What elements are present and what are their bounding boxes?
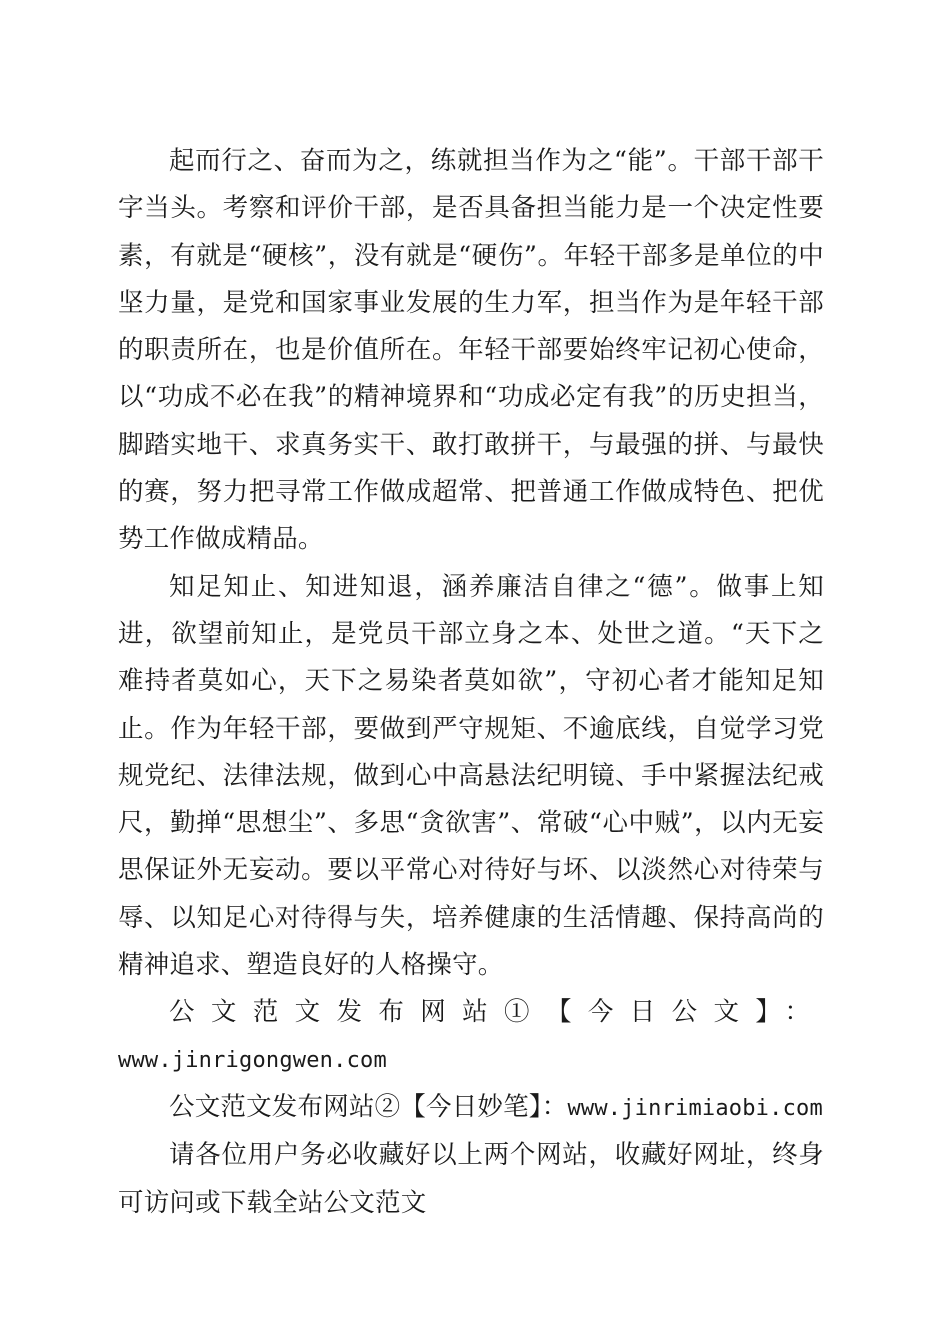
site2-url: www.jinrimiaobi.com	[567, 1095, 823, 1121]
site1-label: 公文范文发布网站①【今日公文】：	[169, 997, 824, 1028]
paragraph-2: 知足知止、知进知退，涵养廉洁自律之“德”。做事上知进，欲望前知止，是党员干部立身之本、处世之道。“天下之难持者莫如心，天下之易染者莫如欲”，守初心者才能知足知止。作为年轻干部，要做到严守规矩、不逾底线，自觉学习党规党纪、法律法规，做到心中高悬法纪明镜、手中紧握法纪戒尺，勤掸“思想尘”、多思“贪欲害”、常破“心中贼”，以内无妄思保证外无妄动。要以平常心对待好与坏、以淡然心对待荣与辱、以知足心对待得与失，培养健康的生活情趣、保持高尚的精神追求、塑造良好的人格操守。	[118, 571, 824, 981]
notice-paragraph: 请各位用户务必收藏好以上两个网站，收藏好网址，终身可访问或下载全站公文范文	[118, 1140, 824, 1218]
paragraph-1: 起而行之、奋而为之，练就担当作为之“能”。干部干部干字当头。考察和评价干部，是否具备担当能力是一个决定性要素，有就是“硬核”，没有就是“硬伤”。年轻干部多是单位的中坚力量，是党和国家事业发展的生力军，担当作为是年轻干部的职责所在，也是价值所在。年轻干部要始终牢记初心使命，以“功成不必在我”的精神境界和“功成必定有我”的历史担当，脚踏实地干、求真务实干、敢打敢拼干，与最强的拼、与最快的赛，努力把寻常工作做成超常、把普通工作做成特色、把优势工作做成精品。	[118, 146, 824, 555]
document-body	[118, 138, 824, 1227]
site1-url: www.jinrigongwen.com	[118, 1047, 387, 1073]
site2-label: 公文范文发布网站②【今日妙笔】：	[169, 1091, 568, 1122]
site2-line	[118, 1084, 824, 1132]
